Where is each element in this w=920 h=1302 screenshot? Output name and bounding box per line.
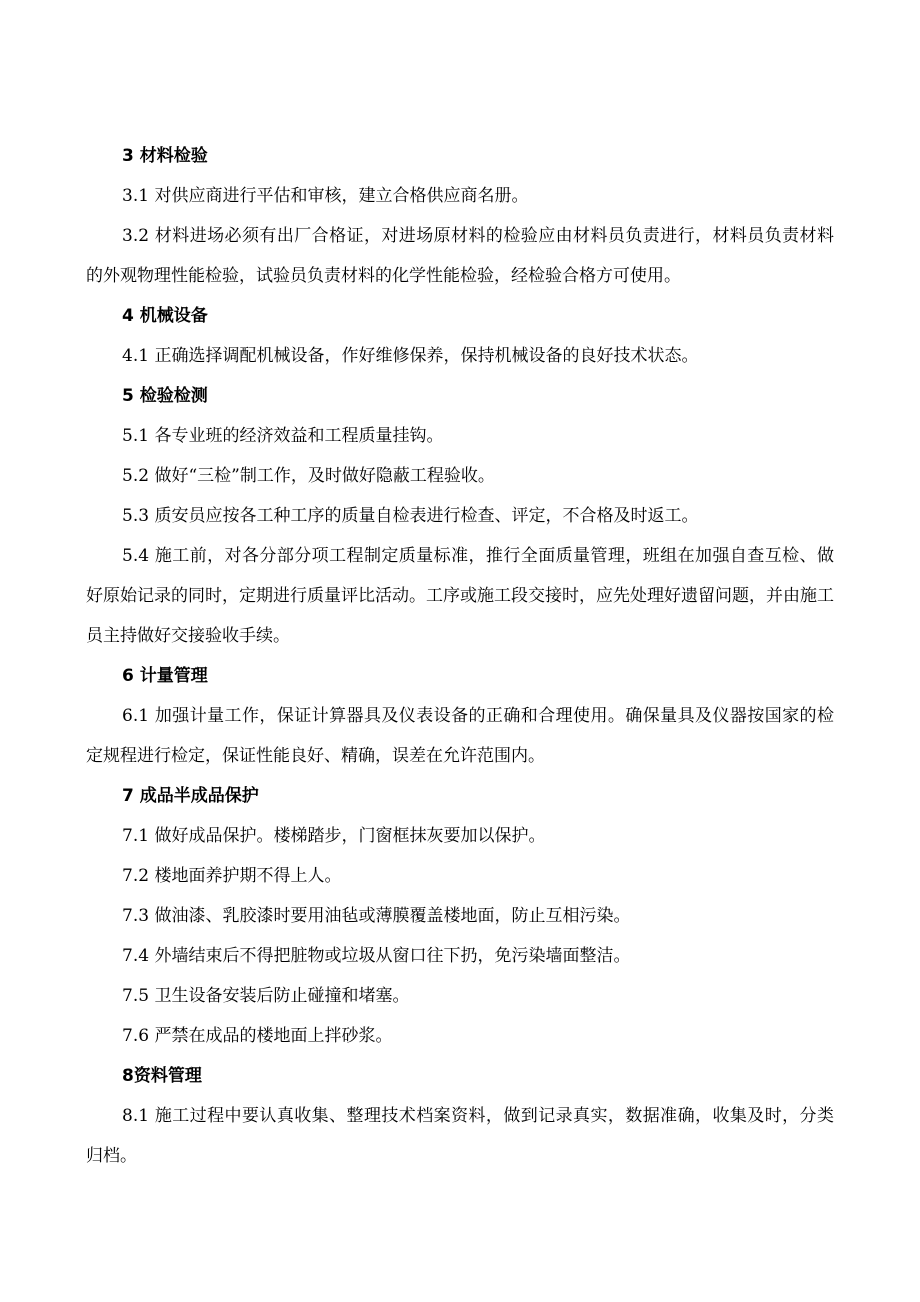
paragraph: 8.1 施工过程中要认真收集、整理技术档案资料，做到记录真实，数据准确，收集及时，分类归档。 xyxy=(86,1106,834,1166)
paragraph: 5.2 做好“三检”制工作，及时做好隐蔽工程验收。 xyxy=(122,466,495,486)
paragraph: 7.2 楼地面养护期不得上人。 xyxy=(122,866,342,886)
paragraph: 7.3 做油漆、乳胶漆时要用油毡或薄膜覆盖楼地面，防止互相污染。 xyxy=(122,906,631,926)
document-body xyxy=(86,136,834,1176)
section-heading-material-inspection: 3 材料检验 xyxy=(122,146,208,166)
paragraph: 4.1 正确选择调配机械设备，作好维修保养，保持机械设备的良好技术状态。 xyxy=(122,346,699,366)
paragraph: 7.5 卫生设备安装后防止碰撞和堵塞。 xyxy=(122,986,410,1006)
paragraph: 7.4 外墙结束后不得把脏物或垃圾从窗口往下扔，免污染墙面整洁。 xyxy=(122,946,631,966)
section-heading-document-management: 8资料管理 xyxy=(122,1066,202,1086)
section-heading-metrology: 6 计量管理 xyxy=(122,666,208,686)
paragraph: 6.1 加强计量工作，保证计算器具及仪表设备的正确和合理使用。确保量具及仪器按国家的检定规程进行检定，保证性能良好、精确，误差在允许范围内。 xyxy=(86,706,834,766)
paragraph: 5.1 各专业班的经济效益和工程质量挂钩。 xyxy=(122,426,444,446)
paragraph: 7.6 严禁在成品的楼地面上拌砂浆。 xyxy=(122,1026,393,1046)
section-heading-product-protection: 7 成品半成品保护 xyxy=(122,786,259,806)
paragraph: 5.4 施工前，对各分部分项工程制定质量标准，推行全面质量管理，班组在加强自查互检、做好原始记录的同时，定期进行质量评比活动。工序或施工段交接时，应先处理好遗留问题，并由施工员主持做好交接验收手续。 xyxy=(86,546,834,646)
paragraph: 7.1 做好成品保护。楼梯踏步，门窗框抹灰要加以保护。 xyxy=(122,826,546,846)
paragraph: 5.3 质安员应按各工种工序的质量自检表进行检查、评定，不合格及时返工。 xyxy=(122,506,699,526)
paragraph: 3.1 对供应商进行平估和审核，建立合格供应商名册。 xyxy=(122,186,529,206)
paragraph: 3.2 材料进场必须有出厂合格证，对进场原材料的检验应由材料员负责进行，材料员负责材料的外观物理性能检验，试验员负责材料的化学性能检验，经检验合格方可使用。 xyxy=(86,226,834,286)
section-heading-inspection-testing: 5 检验检测 xyxy=(122,386,208,406)
section-heading-machinery: 4 机械设备 xyxy=(122,306,208,326)
